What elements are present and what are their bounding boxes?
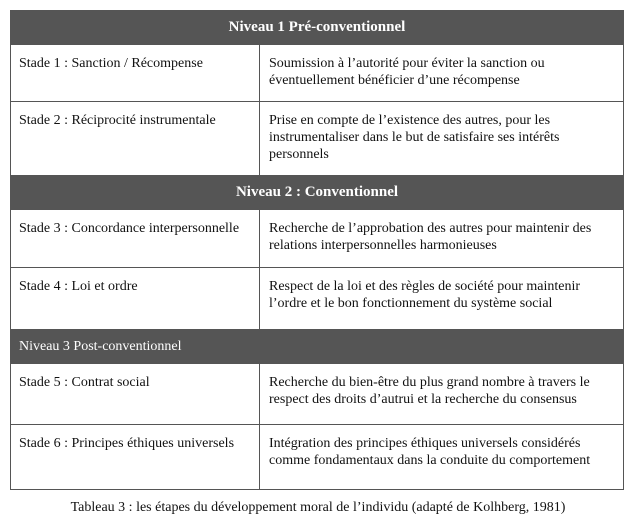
table-row	[11, 210, 623, 268]
stage-name: Stade 3 : Concordance interpersonnelle	[11, 210, 260, 267]
stage-description: Prise en compte de l’existence des autres, pour les instrumentaliser dans le but de satisfaire ses intérêts personnels	[269, 113, 560, 162]
table-row	[11, 268, 623, 330]
stage-description: Intégration des principes éthiques universels considérés comme fondamentaux dans la conduite du comportement	[269, 436, 591, 468]
table-row	[11, 45, 623, 102]
stage-description: Respect de la loi et des règles de société pour maintenir l’ordre et le bon fonctionnement du système social	[269, 279, 581, 311]
table-row	[11, 425, 623, 489]
level-header-3: Niveau 3 Post-conventionnel	[11, 330, 623, 364]
moral-development-table	[10, 10, 624, 490]
level-header-1: Niveau 1 Pré-conventionnel	[11, 11, 623, 45]
stage-name: Stade 5 : Contrat social	[11, 364, 260, 424]
stage-name: Stade 1 : Sanction / Récompense	[11, 45, 260, 101]
stage-name: Stade 4 : Loi et ordre	[11, 268, 260, 329]
table-row	[11, 102, 623, 176]
table-row	[11, 364, 623, 425]
level-header-2: Niveau 2 : Conventionnel	[11, 176, 623, 210]
stage-description: Soumission à l’autorité pour éviter la sanction ou éventuellement bénéficier d’une récompense	[269, 56, 545, 88]
stage-description: Recherche de l’approbation des autres pour maintenir des relations interpersonnelles harmonieuses	[269, 221, 592, 253]
stage-name: Stade 6 : Principes éthiques universels	[11, 425, 260, 489]
stage-name: Stade 2 : Réciprocité instrumentale	[11, 102, 260, 175]
table-caption: Tableau 3 : les étapes du développement moral de l’individu (adapté de Kolhberg, 1981)	[70, 500, 566, 515]
stage-description: Recherche du bien-être du plus grand nombre à travers le respect des droits d’autrui et la recherche du consensus	[269, 375, 590, 407]
